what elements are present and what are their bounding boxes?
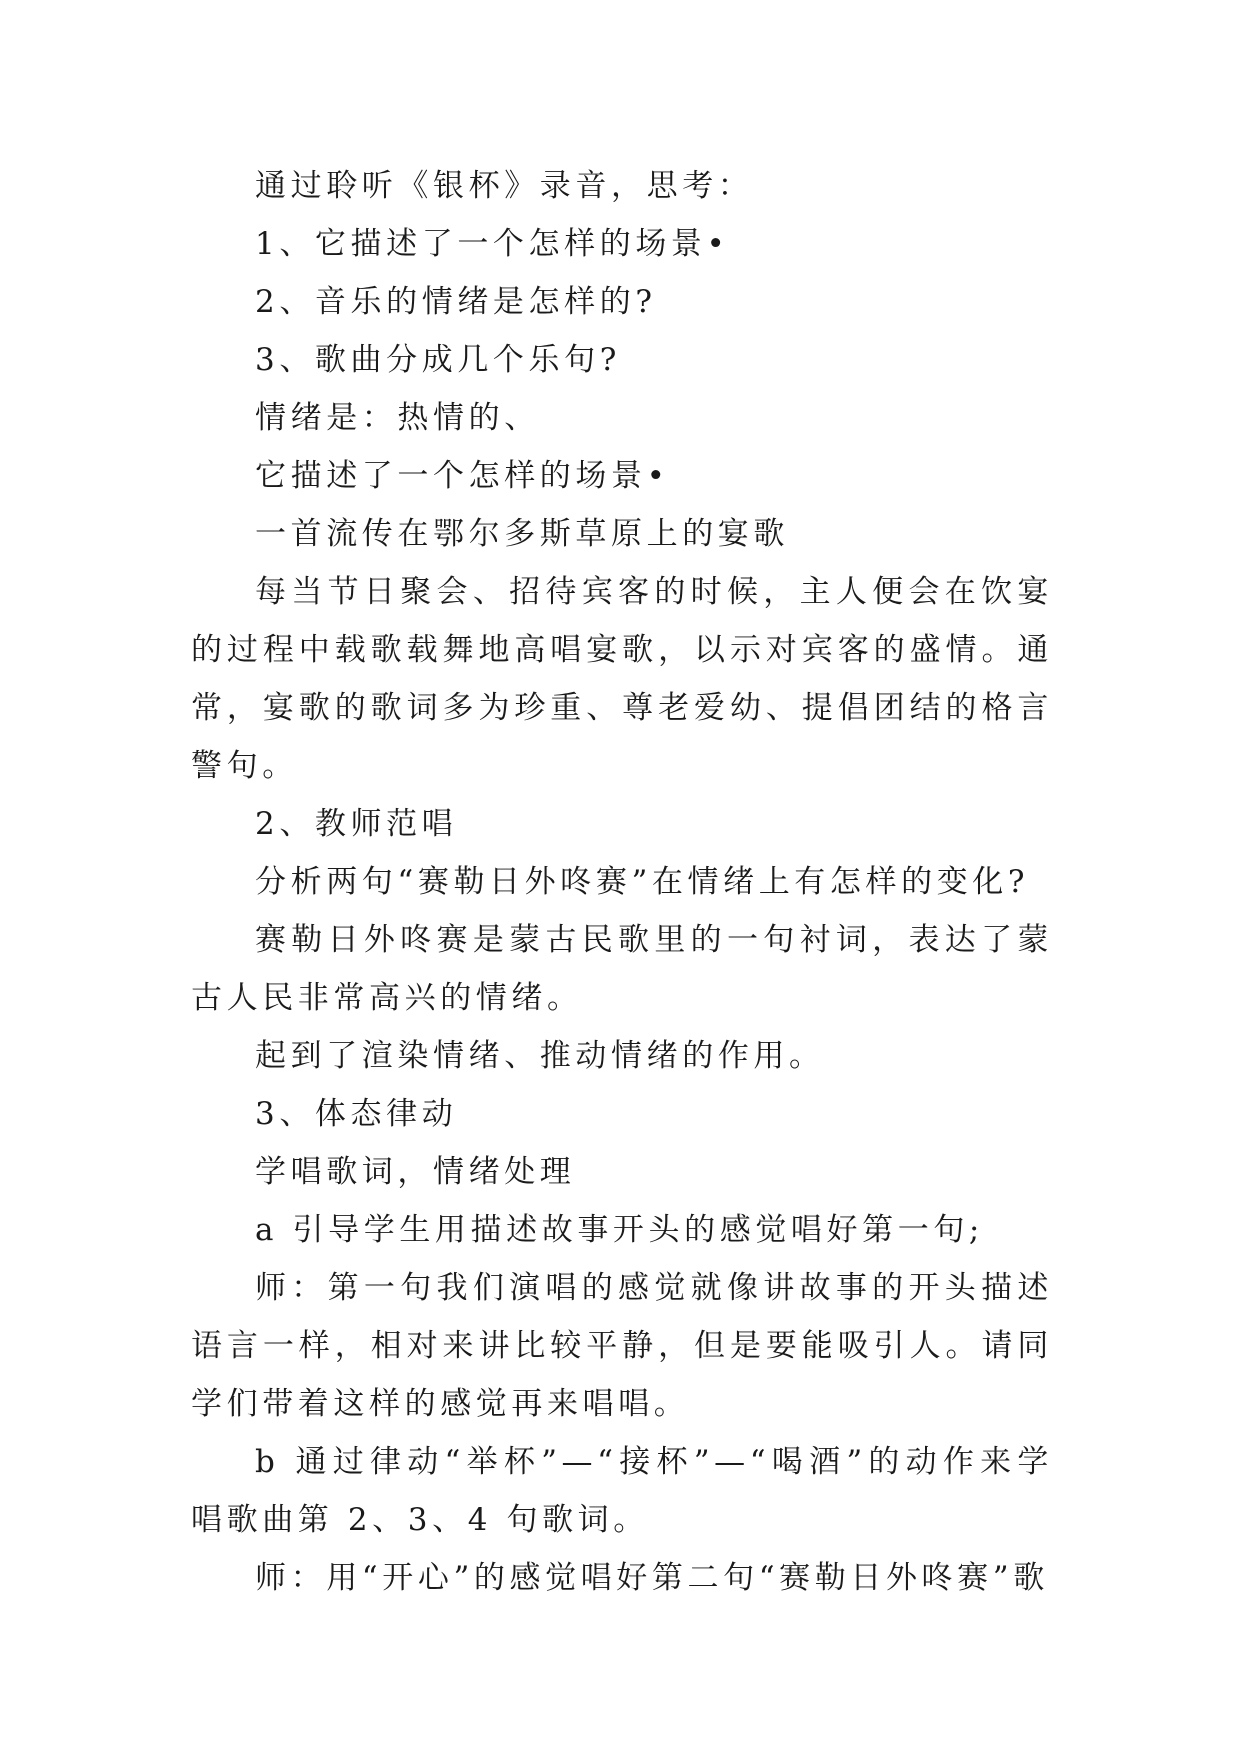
paragraph: a 引导学生用描述故事开头的感觉唱好第一句; bbox=[255, 1212, 984, 1248]
paragraph: b 通过律动“举杯”—“接杯”—“喝酒”的动作来学唱歌曲第 2、3、4 句歌词。 bbox=[191, 1444, 1053, 1538]
paragraph: 1、它描述了一个怎样的场景• bbox=[255, 226, 730, 262]
document-body bbox=[191, 157, 1053, 1607]
paragraph: 3、歌曲分成几个乐句? bbox=[255, 342, 621, 378]
paragraph: 学唱歌词，情绪处理 bbox=[255, 1154, 576, 1190]
paragraph: 师：用“开心”的感觉唱好第二句“赛勒日外咚赛”歌 bbox=[255, 1560, 1049, 1596]
paragraph: 每当节日聚会、招待宾客的时候，主人便会在饮宴的过程中载歌载舞地高唱宴歌，以示对宾客的盛情。通常，宴歌的歌词多为珍重、尊老爱幼、提倡团结的格言警句。 bbox=[191, 574, 1053, 784]
paragraph: 通过聆听《银杯》录音，思考： bbox=[255, 168, 754, 204]
paragraph: 它描述了一个怎样的场景• bbox=[255, 458, 670, 494]
paragraph: 2、教师范唱 bbox=[255, 806, 458, 842]
paragraph: 情绪是：热情的、 bbox=[255, 400, 540, 436]
paragraph: 3、体态律动 bbox=[255, 1096, 458, 1132]
paragraph: 赛勒日外咚赛是蒙古民歌里的一句衬词，表达了蒙古人民非常高兴的情绪。 bbox=[191, 922, 1053, 1016]
paragraph: 起到了渲染情绪、推动情绪的作用。 bbox=[255, 1038, 825, 1074]
paragraph: 2、音乐的情绪是怎样的? bbox=[255, 284, 657, 320]
paragraph: 师：第一句我们演唱的感觉就像讲故事的开头描述语言一样，相对来讲比较平静，但是要能吸引人。请同学们带着这样的感觉再来唱唱。 bbox=[191, 1270, 1053, 1422]
paragraph: 一首流传在鄂尔多斯草原上的宴歌 bbox=[255, 516, 789, 552]
paragraph: 分析两句“赛勒日外咚赛”在情绪上有怎样的变化? bbox=[255, 864, 1030, 900]
